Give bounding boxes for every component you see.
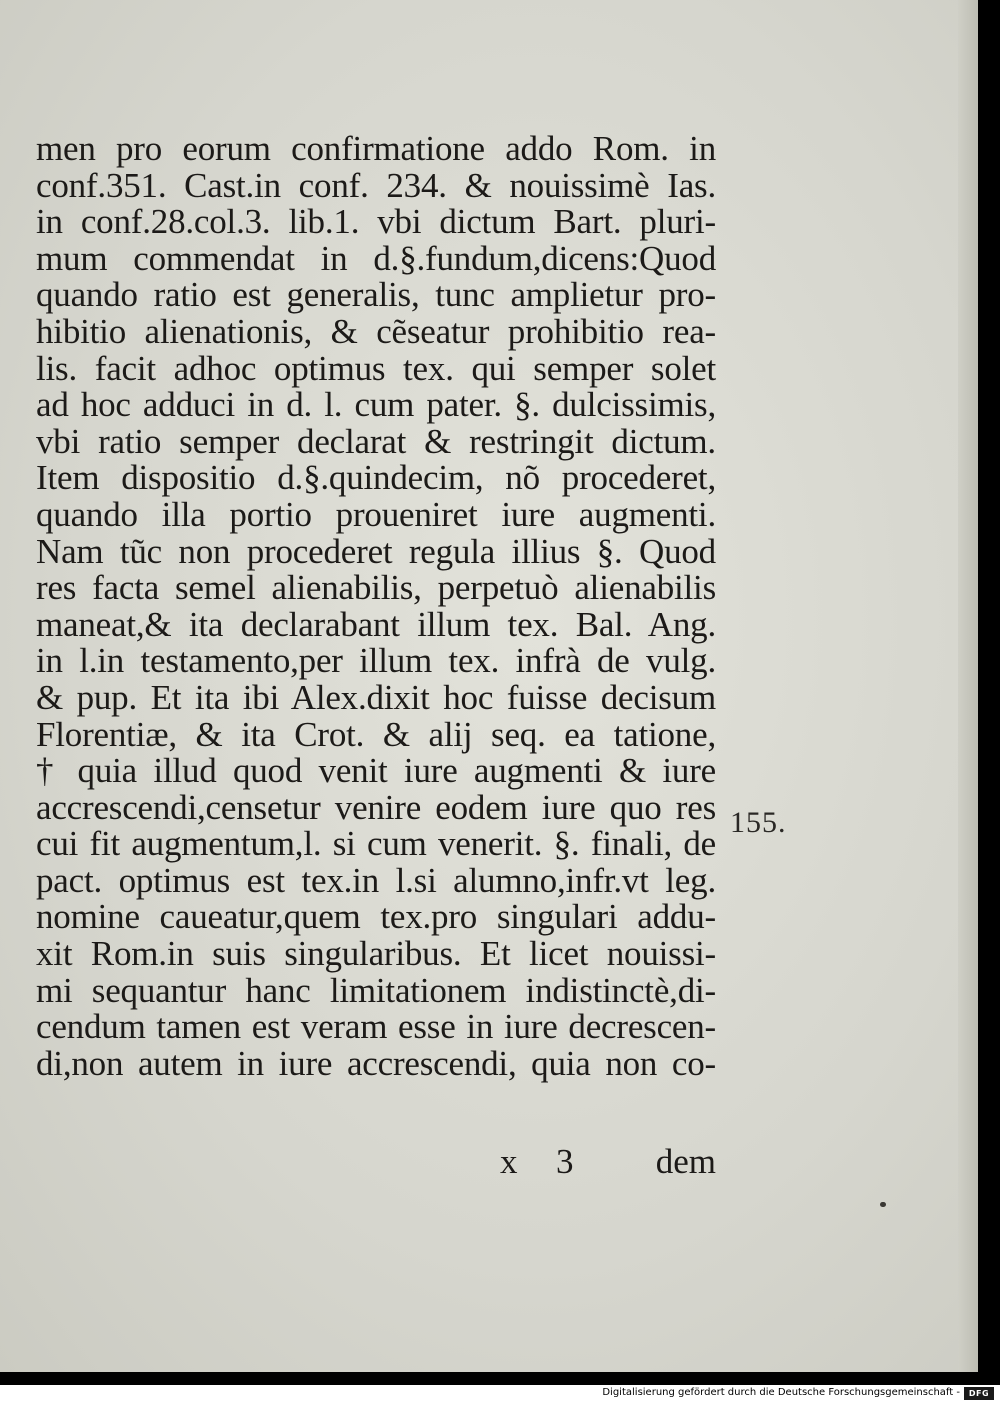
text-line: men pro eorum confirmatione addo Rom. in	[36, 129, 716, 168]
text-line: Item dispositio d.§.quindecim, nõ procederet,	[36, 458, 716, 498]
footer-bar	[0, 1385, 1000, 1403]
text-line: Nam tũc non procederet regula illius §. Quod	[36, 531, 716, 571]
text-line: accrescendi,censetur venire eodem iure quo res	[36, 787, 716, 827]
text-line: quando ratio est generalis, tunc amplietur pro-	[36, 275, 716, 315]
footer-credit: Digitalisierung gefördert durch die Deutsche Forschungsgemeinschaft -	[602, 1387, 960, 1398]
text-line: lis. facit adhoc optimus tex. qui semper solet	[36, 348, 716, 388]
dfg-logo-icon: DFG	[964, 1387, 994, 1400]
text-line: xit Rom.in suis singularibus. Et licet nouissi-	[36, 934, 716, 974]
text-line: mi sequantur hanc limitationem indistinctè,di-	[36, 970, 716, 1010]
text-line: res facta semel alienabilis, perpetuò alienabilis	[36, 568, 716, 608]
text-line: ad hoc adduci in d. l. cum pater. §. dulcissimis,	[36, 385, 716, 425]
text-line: nomine caueatur,quem tex.pro singulari addu-	[36, 897, 716, 937]
text-line: vbi ratio semper declarat & restringit dictum.	[36, 421, 716, 461]
margin-note: 155.	[730, 806, 787, 839]
body-text	[36, 131, 716, 1082]
text-line: in conf.28.col.3. lib.1. vbi dictum Bart. pluri-	[36, 202, 716, 242]
text-line: cui fit augmentum,l. si cum venerit. §. finali, de	[36, 824, 716, 864]
text-line: quando illa portio proueniret iure augmenti.	[36, 494, 716, 534]
signature-mark: x	[500, 1142, 518, 1181]
signature-number: 3	[556, 1142, 574, 1181]
text-line: pact. optimus est tex.in l.si alumno,infr.vt leg.	[36, 860, 716, 900]
text-line: mum commendat in d.§.fundum,dicens:Quod	[36, 238, 716, 278]
text-line: in l.in testamento,per illum tex. infrà de vulg.	[36, 641, 716, 681]
text-line: † quia illud quod venit iure augmenti & iure	[36, 751, 716, 791]
text-line: conf.351. Cast.in conf. 234. & nouissimè Ias.	[36, 165, 716, 205]
text-line: Florentiæ, & ita Crot. & alij seq. ea tatione,	[36, 714, 716, 754]
ink-speck	[880, 1202, 886, 1207]
catch-line	[500, 1142, 716, 1182]
text-line: & pup. Et ita ibi Alex.dixit hoc fuisse decisum	[36, 677, 716, 717]
text-line: di,non autem in iure accrescendi, quia non co-	[36, 1043, 716, 1083]
text-line: maneat,& ita declarabant illum tex. Bal. Ang.	[36, 604, 716, 644]
page-edge	[958, 0, 978, 1372]
text-line: cendum tamen est veram esse in iure decrescen-	[36, 1007, 716, 1047]
catchword: dem	[655, 1142, 716, 1181]
text-line: hibitio alienationis, & cẽseatur prohibitio rea-	[36, 311, 716, 351]
